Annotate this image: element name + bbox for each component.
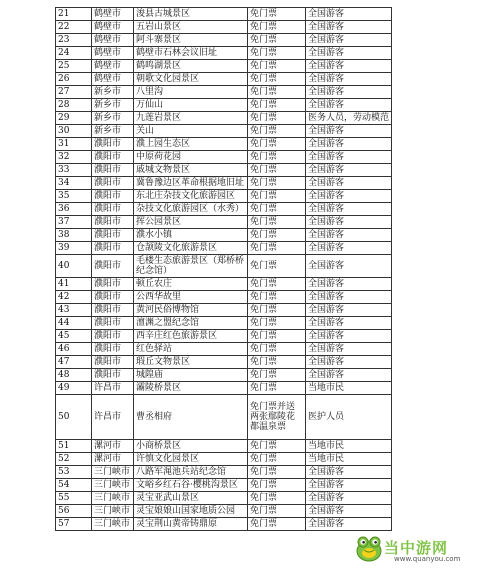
audience-cell: 全国游客 [306, 255, 392, 278]
ticket-policy-cell: 免门票 [248, 164, 306, 177]
scenic-area-cell: 八路军渑池兵站纪念馆 [134, 466, 248, 479]
ticket-policy-cell: 免门票 [248, 382, 306, 395]
city-cell: 濮阳市 [92, 229, 134, 242]
table-row [56, 177, 392, 190]
audience-cell: 全国游客 [306, 304, 392, 317]
city-cell: 濮阳市 [92, 177, 134, 190]
audience-cell: 全国游客 [306, 203, 392, 216]
table-row [56, 229, 392, 242]
row-number: 42 [56, 291, 92, 304]
audience-cell: 全国游客 [306, 356, 392, 369]
table-row [56, 125, 392, 138]
row-number: 33 [56, 164, 92, 177]
ticket-policy-cell: 免门票 [248, 505, 306, 518]
city-cell: 濮阳市 [92, 242, 134, 255]
scenic-area-table [55, 7, 392, 531]
scenic-area-cell: 九莲岩景区 [134, 112, 248, 125]
row-number: 39 [56, 242, 92, 255]
audience-cell: 全国游客 [306, 505, 392, 518]
frog-logo-icon [354, 533, 384, 563]
table-row [56, 190, 392, 203]
ticket-policy-cell: 免门票 [248, 369, 306, 382]
ticket-policy-cell: 免门票 [248, 492, 306, 505]
scenic-area-cell: 八里沟 [134, 86, 248, 99]
city-cell: 新乡市 [92, 86, 134, 99]
city-cell: 濮阳市 [92, 343, 134, 356]
scenic-area-cell: 瑕丘文物景区 [134, 356, 248, 369]
ticket-policy-cell: 免门票 [248, 190, 306, 203]
row-number: 35 [56, 190, 92, 203]
scenic-area-cell: 灵宝荆山黄帝铸鼎原 [134, 518, 248, 531]
audience-cell: 全国游客 [306, 492, 392, 505]
ticket-policy-cell: 免门票 [248, 86, 306, 99]
scenic-area-cell: 顿丘农庄 [134, 278, 248, 291]
ticket-policy-cell: 免门票 [248, 255, 306, 278]
audience-cell: 全国游客 [306, 229, 392, 242]
ticket-policy-cell: 免门票 [248, 203, 306, 216]
row-number: 57 [56, 518, 92, 531]
audience-cell: 全国游客 [306, 466, 392, 479]
table-row [56, 151, 392, 164]
row-number: 27 [56, 86, 92, 99]
city-cell: 鹤壁市 [92, 34, 134, 47]
table-row [56, 369, 392, 382]
table-row [56, 466, 392, 479]
audience-cell: 全国游客 [306, 518, 392, 531]
audience-cell: 全国游客 [306, 278, 392, 291]
city-cell: 鹤壁市 [92, 73, 134, 86]
table-row [56, 34, 392, 47]
scenic-area-cell: 公西华故里 [134, 291, 248, 304]
audience-cell: 当地市民 [306, 440, 392, 453]
row-number: 41 [56, 278, 92, 291]
row-number: 36 [56, 203, 92, 216]
scenic-area-cell: 濮上园生态区 [134, 138, 248, 151]
table-row [56, 304, 392, 317]
ticket-policy-cell: 免门票 [248, 242, 306, 255]
city-cell: 濮阳市 [92, 356, 134, 369]
audience-cell: 全国游客 [306, 177, 392, 190]
row-number: 22 [56, 21, 92, 34]
row-number: 55 [56, 492, 92, 505]
scenic-area-cell: 挥公园景区 [134, 216, 248, 229]
city-cell: 濮阳市 [92, 330, 134, 343]
row-number: 49 [56, 382, 92, 395]
scenic-area-cell: 杂技文化旅游园区（水秀） [134, 203, 248, 216]
row-number: 26 [56, 73, 92, 86]
ticket-policy-cell: 免门票 [248, 99, 306, 112]
ticket-policy-cell: 免门票 [248, 138, 306, 151]
table-row [56, 255, 392, 278]
ticket-policy-cell: 免门票 [248, 125, 306, 138]
scenic-area-cell: 阿斗寨景区 [134, 34, 248, 47]
city-cell: 新乡市 [92, 99, 134, 112]
audience-cell: 全国游客 [306, 99, 392, 112]
table-row [56, 453, 392, 466]
city-cell: 濮阳市 [92, 203, 134, 216]
scenic-area-cell: 鹤鸣湖景区 [134, 60, 248, 73]
scenic-area-cell: 仓颉陵文化旅游景区 [134, 242, 248, 255]
city-cell: 濮阳市 [92, 138, 134, 151]
ticket-policy-cell: 免门票 [248, 21, 306, 34]
audience-cell: 全国游客 [306, 73, 392, 86]
audience-cell: 当地市民 [306, 453, 392, 466]
ticket-policy-cell: 免门票 [248, 229, 306, 242]
city-cell: 濮阳市 [92, 278, 134, 291]
row-number: 52 [56, 453, 92, 466]
ticket-policy-cell: 免门票 [248, 60, 306, 73]
scenic-area-cell: 濮水小镇 [134, 229, 248, 242]
ticket-policy-cell: 免门票 [248, 34, 306, 47]
table-row [56, 99, 392, 112]
row-number: 46 [56, 343, 92, 356]
row-number: 34 [56, 177, 92, 190]
audience-cell: 全国游客 [306, 242, 392, 255]
row-number: 50 [56, 395, 92, 440]
scenic-area-cell: 灞陵桥景区 [134, 382, 248, 395]
city-cell: 鹤壁市 [92, 60, 134, 73]
row-number: 28 [56, 99, 92, 112]
city-cell: 三门峡市 [92, 505, 134, 518]
row-number: 48 [56, 369, 92, 382]
city-cell: 濮阳市 [92, 369, 134, 382]
ticket-policy-cell: 免门票 [248, 356, 306, 369]
scenic-area-cell: 戚城文物景区 [134, 164, 248, 177]
city-cell: 鹤壁市 [92, 47, 134, 60]
site-watermark [354, 533, 474, 567]
scenic-area-cell: 文峪乡红石谷·樱桃沟景区 [134, 479, 248, 492]
scenic-area-cell: 朝歌文化园景区 [134, 73, 248, 86]
ticket-policy-cell: 免门票 [248, 304, 306, 317]
row-number: 40 [56, 255, 92, 278]
scenic-area-cell: 许慎文化园景区 [134, 453, 248, 466]
table-row [56, 47, 392, 60]
watermark-brand: 当中游网 [384, 539, 449, 557]
row-number: 29 [56, 112, 92, 125]
ticket-policy-cell: 免门票 [248, 73, 306, 86]
city-cell: 濮阳市 [92, 291, 134, 304]
city-cell: 鹤壁市 [92, 8, 134, 21]
scenic-area-cell: 曹丞相府 [134, 395, 248, 440]
ticket-policy-cell: 免门票 [248, 317, 306, 330]
ticket-policy-cell: 免门票 [248, 278, 306, 291]
audience-cell: 医务人员，劳动模范 [306, 112, 392, 125]
audience-cell: 全国游客 [306, 151, 392, 164]
table-row [56, 382, 392, 395]
audience-cell: 全国游客 [306, 216, 392, 229]
row-number: 32 [56, 151, 92, 164]
scenic-area-cell: 城隍庙 [134, 369, 248, 382]
table-row [56, 278, 392, 291]
ticket-policy-cell: 免门票 [248, 177, 306, 190]
audience-cell: 医护人员 [306, 395, 392, 440]
audience-cell: 全国游客 [306, 60, 392, 73]
city-cell: 新乡市 [92, 112, 134, 125]
audience-cell: 全国游客 [306, 164, 392, 177]
scenic-area-cell: 西辛庄红色旅游景区 [134, 330, 248, 343]
table-row [56, 440, 392, 453]
city-cell: 濮阳市 [92, 151, 134, 164]
audience-cell: 全国游客 [306, 21, 392, 34]
table-row [56, 291, 392, 304]
audience-cell: 全国游客 [306, 291, 392, 304]
watermark-url: www.quanyou.com [394, 555, 461, 563]
city-cell: 濮阳市 [92, 190, 134, 203]
ticket-policy-cell: 免门票 [248, 440, 306, 453]
city-cell: 三门峡市 [92, 518, 134, 531]
row-number: 43 [56, 304, 92, 317]
scenic-area-cell: 中原荷花园 [134, 151, 248, 164]
table-row [56, 86, 392, 99]
scenic-area-cell: 鹤壁市石林会议旧址 [134, 47, 248, 60]
city-cell: 濮阳市 [92, 255, 134, 278]
row-number: 56 [56, 505, 92, 518]
ticket-policy-cell: 免门票 [248, 466, 306, 479]
table-row [56, 138, 392, 151]
table-row [56, 73, 392, 86]
ticket-policy-cell: 免门票 [248, 151, 306, 164]
row-number: 47 [56, 356, 92, 369]
scenic-area-cell: 澶渊之盟纪念馆 [134, 317, 248, 330]
scenic-area-cell: 小商桥景区 [134, 440, 248, 453]
row-number: 31 [56, 138, 92, 151]
audience-cell: 全国游客 [306, 317, 392, 330]
scenic-area-cell: 黄河民俗博物馆 [134, 304, 248, 317]
scenic-area-cell: 东北庄杂技文化旅游园区 [134, 190, 248, 203]
row-number: 25 [56, 60, 92, 73]
table-row [56, 203, 392, 216]
table-row [56, 518, 392, 531]
city-cell: 鹤壁市 [92, 21, 134, 34]
scenic-area-cell: 五岩山景区 [134, 21, 248, 34]
ticket-policy-cell: 免门票 [248, 216, 306, 229]
audience-cell: 全国游客 [306, 330, 392, 343]
table-row [56, 21, 392, 34]
audience-cell: 全国游客 [306, 190, 392, 203]
ticket-policy-cell: 免门票并送两张鄢陵花都温泉票 [248, 395, 306, 440]
city-cell: 濮阳市 [92, 317, 134, 330]
city-cell: 漯河市 [92, 453, 134, 466]
ticket-policy-cell: 免门票 [248, 479, 306, 492]
city-cell: 濮阳市 [92, 164, 134, 177]
table-row [56, 505, 392, 518]
ticket-policy-cell: 免门票 [248, 291, 306, 304]
audience-cell: 全国游客 [306, 479, 392, 492]
row-number: 54 [56, 479, 92, 492]
ticket-policy-cell: 免门票 [248, 47, 306, 60]
audience-cell: 全国游客 [306, 86, 392, 99]
city-cell: 濮阳市 [92, 304, 134, 317]
table-row [56, 492, 392, 505]
table-row [56, 8, 392, 21]
city-cell: 三门峡市 [92, 492, 134, 505]
scenic-area-cell: 关山 [134, 125, 248, 138]
audience-cell: 全国游客 [306, 47, 392, 60]
audience-cell: 当地市民 [306, 382, 392, 395]
table-row [56, 216, 392, 229]
ticket-policy-cell: 免门票 [248, 8, 306, 21]
ticket-policy-cell: 免门票 [248, 330, 306, 343]
scenic-area-cell: 万仙山 [134, 99, 248, 112]
audience-cell: 全国游客 [306, 8, 392, 21]
table-row [56, 395, 392, 440]
row-number: 51 [56, 440, 92, 453]
table-row [56, 60, 392, 73]
audience-cell: 全国游客 [306, 125, 392, 138]
row-number: 44 [56, 317, 92, 330]
row-number: 53 [56, 466, 92, 479]
table-row [56, 356, 392, 369]
scenic-area-cell: 红色驿站 [134, 343, 248, 356]
scenic-area-cell: 冀鲁豫边区革命根据地旧址 [134, 177, 248, 190]
audience-cell: 全国游客 [306, 34, 392, 47]
table-row [56, 242, 392, 255]
city-cell: 新乡市 [92, 125, 134, 138]
scenic-area-cell: 浚县古城景区 [134, 8, 248, 21]
row-number: 45 [56, 330, 92, 343]
row-number: 30 [56, 125, 92, 138]
audience-cell: 全国游客 [306, 138, 392, 151]
city-cell: 许昌市 [92, 395, 134, 440]
row-number: 21 [56, 8, 92, 21]
table-row [56, 330, 392, 343]
ticket-policy-cell: 免门票 [248, 453, 306, 466]
row-number: 37 [56, 216, 92, 229]
city-cell: 漯河市 [92, 440, 134, 453]
ticket-policy-cell: 免门票 [248, 343, 306, 356]
row-number: 23 [56, 34, 92, 47]
audience-cell: 全国游客 [306, 369, 392, 382]
city-cell: 三门峡市 [92, 479, 134, 492]
table-row [56, 343, 392, 356]
scenic-area-cell: 毛楼生态旅游景区（郑桥桥纪念馆） [134, 255, 248, 278]
city-cell: 濮阳市 [92, 216, 134, 229]
scenic-area-cell: 灵宝亚武山景区 [134, 492, 248, 505]
ticket-policy-cell: 免门票 [248, 518, 306, 531]
audience-cell: 全国游客 [306, 343, 392, 356]
city-cell: 许昌市 [92, 382, 134, 395]
row-number: 38 [56, 229, 92, 242]
table-row [56, 317, 392, 330]
city-cell: 三门峡市 [92, 466, 134, 479]
ticket-policy-cell: 免门票 [248, 112, 306, 125]
scenic-area-cell: 灵宝娘娘山国家地质公园 [134, 505, 248, 518]
row-number: 24 [56, 47, 92, 60]
table-row [56, 479, 392, 492]
table-row [56, 112, 392, 125]
table-row [56, 164, 392, 177]
